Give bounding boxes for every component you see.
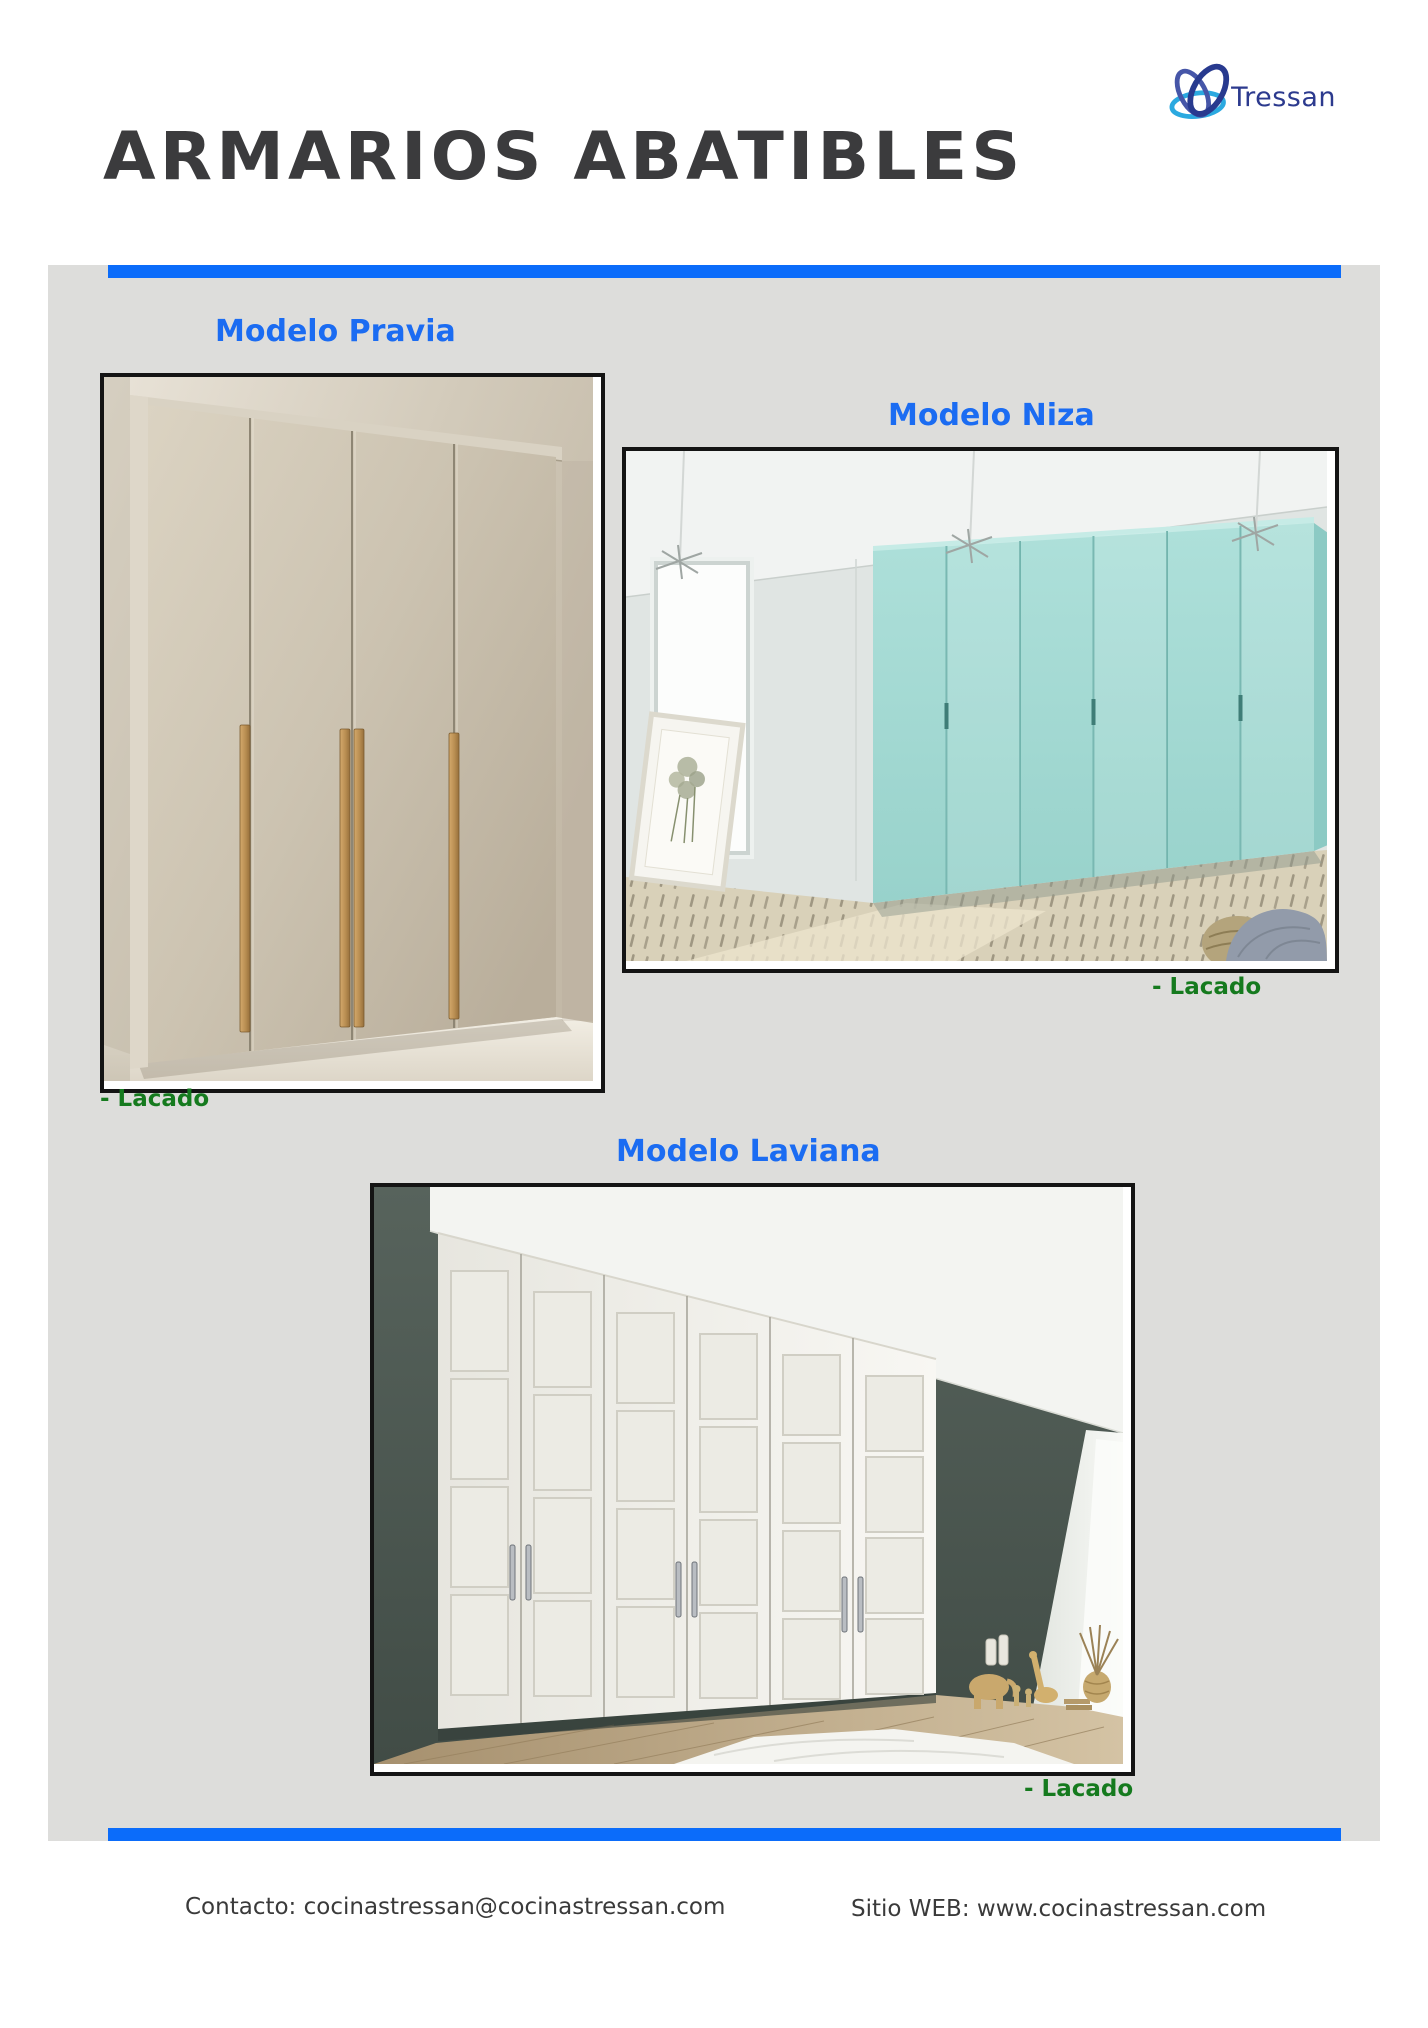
accent-bar-top [108, 265, 1341, 278]
finish-label-niza: - Lacado [1152, 974, 1262, 1000]
accent-bar-bottom [108, 1828, 1341, 1841]
laviana-photo [370, 1183, 1135, 1776]
tressan-logo-icon [1166, 58, 1237, 136]
pravia-photo [100, 373, 605, 1093]
niza-picture-frame [631, 714, 742, 889]
footer-contact: Contacto: cocinastressan@cocinastressan.com [185, 1894, 726, 1920]
model-title-laviana: Modelo Laviana [616, 1134, 881, 1169]
finish-label-laviana: - Lacado [1024, 1776, 1134, 1802]
niza-photo [622, 447, 1339, 973]
logo-wordmark: Tressan [1231, 81, 1336, 113]
tressan-logo [1166, 58, 1336, 136]
model-title-niza: Modelo Niza [888, 398, 1095, 433]
page-title: ARMARIOS ABATIBLES [103, 118, 1025, 195]
finish-label-pravia: - Lacado [100, 1086, 210, 1112]
pravia-handle [240, 725, 250, 1032]
model-title-pravia: Modelo Pravia [215, 314, 456, 349]
footer-website: Sitio WEB: www.cocinastressan.com [851, 1896, 1267, 1922]
